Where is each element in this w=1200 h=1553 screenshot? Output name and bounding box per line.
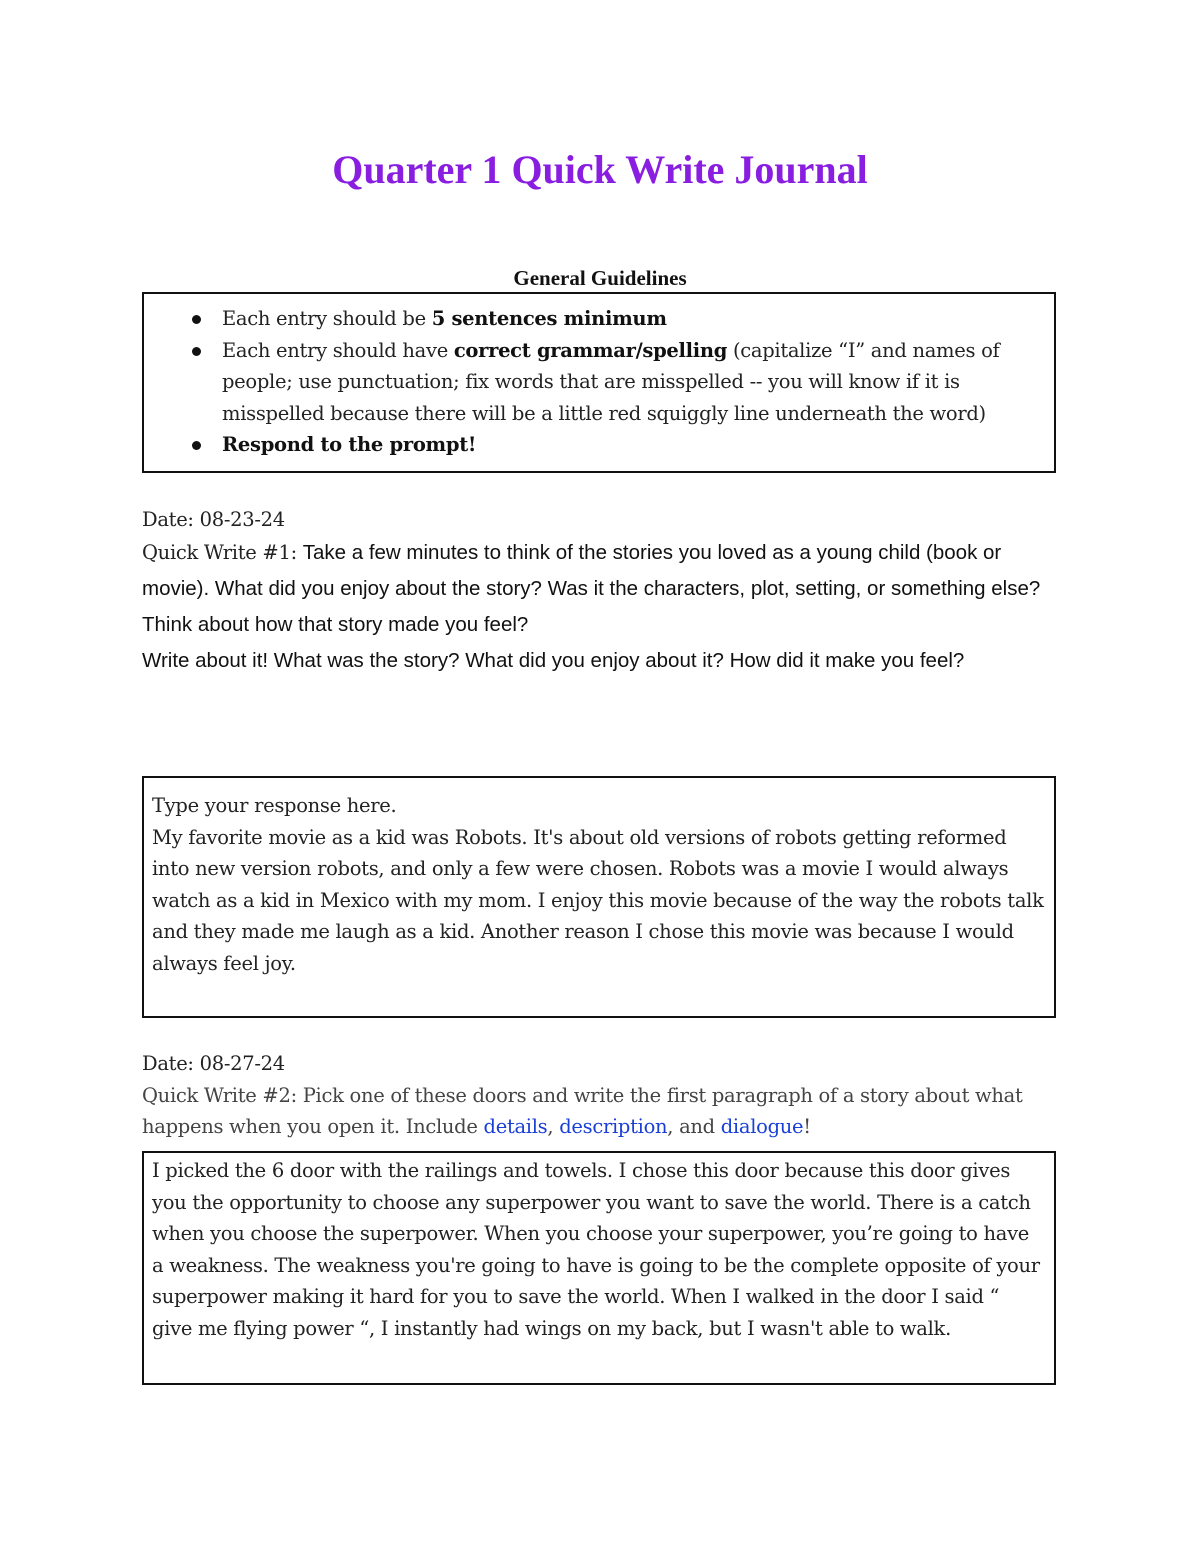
guidelines-list — [192, 303, 1034, 461]
entry1-prompt-b: Write about it! What was the story? What did you enjoy about it? How did it make you feel? — [142, 649, 965, 672]
bullet-icon — [192, 347, 201, 356]
entry2-response-text: I picked the 6 door with the railings and towels. I chose this door because this door gives you the opportunity to choose any superpower you want to save the world. There is a catch when you choose the superpower. When you choose your superpower, you’re going to have a weakness. The weakness you're going to have is going to be the complete opposite of your superpower making it hard for you to save the world. When I walked in the door I said “ give me flying power “, I instantly had wings on my back, but I wasn't able to walk. — [152, 1159, 1040, 1340]
entry2-label: Quick Write #2: — [142, 1084, 303, 1107]
guideline-emphasis: Respond to the prompt! — [222, 433, 477, 456]
entry2-response-box[interactable] — [142, 1151, 1056, 1385]
guideline-emphasis: 5 sentences minimum — [431, 307, 667, 330]
guideline-emphasis: correct grammar/spelling — [453, 338, 728, 362]
entry1-prompt — [142, 535, 1042, 679]
guideline-item — [192, 429, 1034, 461]
details-link[interactable]: details — [483, 1115, 548, 1138]
guidelines-box — [142, 292, 1056, 473]
entry2-date: Date: 08-27-24 — [142, 1052, 285, 1075]
guideline-item: Each entry should be 5 sentences minimum — [192, 303, 1034, 335]
entry2-prompt: Quick Write #2: Pick one of these doors and write the first paragraph of a story about what happens when you open it. Include details, description, and dialogue! — [142, 1084, 1023, 1138]
description-link[interactable]: description — [559, 1115, 668, 1138]
entry1-response-placeholder: Type your response here. — [152, 794, 397, 817]
entry1-response-box[interactable] — [142, 776, 1056, 1018]
guideline-item: Each entry should have correct grammar/spelling (capitalize “I” and names of people; use punctuation; fix words that are misspelled -- you will know if it is misspelled because there will be a little red squiggly line underneath the word) — [192, 335, 1034, 430]
entry1-prompt-a: Take a few minutes to think of the stories you loved as a young child (book or movie). What did you enjoy about the story? Was it the characters, plot, setting, or something else? Think about how that story made you feel? — [142, 541, 1041, 636]
entry1-label: Quick Write #1: — [142, 541, 303, 564]
dialogue-link[interactable]: dialogue — [720, 1115, 804, 1138]
bullet-icon — [192, 441, 201, 450]
page-title: Quarter 1 Quick Write Journal — [332, 147, 868, 192]
entry1-date: Date: 08-23-24 — [142, 508, 285, 531]
entry1-response-text: My favorite movie as a kid was Robots. It's about old versions of robots getting reformed into new version robots, and only a few were chosen. Robots was a movie I would always watch as a kid in Mexico with my mom. I enjoy this movie because of the way the robots talk and they made me laugh as a kid. Another reason I chose this movie was because I would always feel joy. — [152, 825, 1044, 975]
guidelines-heading: General Guidelines — [513, 266, 687, 290]
bullet-icon — [192, 315, 201, 324]
